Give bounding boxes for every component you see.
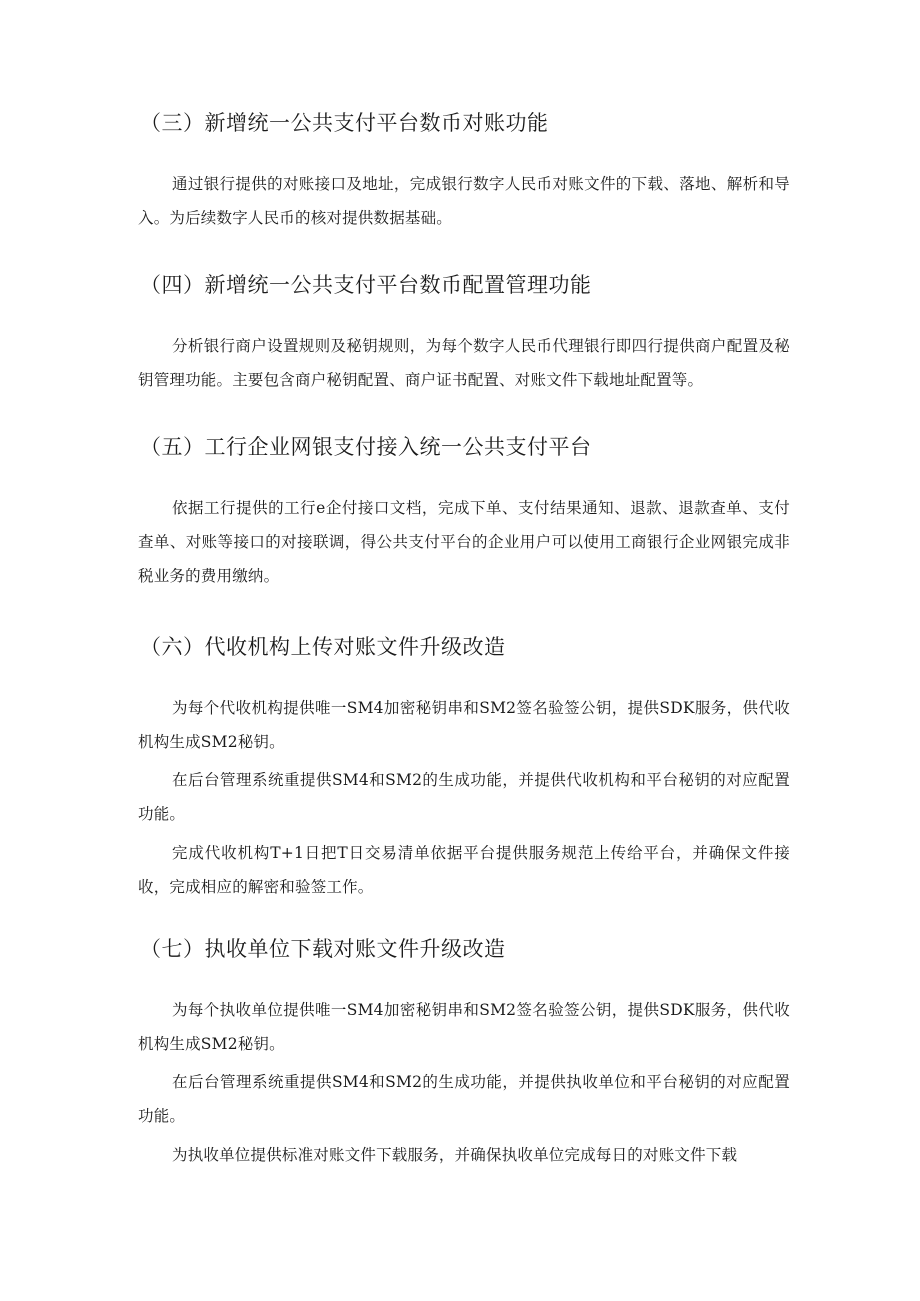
section-heading-3: （三）新增统一公共支付平台数币对账功能 bbox=[140, 111, 549, 135]
paragraph: 通过银行提供的对账接口及地址，完成银行数字人民币对账文件的下载、落地、解析和导入。为后续数字人民币的核对提供数据基础。 bbox=[138, 175, 790, 227]
section-heading-4: （四）新增统一公共支付平台数币配置管理功能 bbox=[140, 273, 592, 297]
paragraph: 为每个执收单位提供唯一SM4加密秘钥串和SM2签名验签公钥，提供SDK服务，供代收机构生成SM2秘钥。 bbox=[138, 1001, 790, 1053]
paragraph: 完成代收机构T+1日把T日交易清单依据平台提供服务规范上传给平台，并确保文件接收，完成相应的解密和验签工作。 bbox=[138, 844, 790, 896]
paragraph: 为执收单位提供标准对账文件下载服务，并确保执收单位完成每日的对账文件下载 bbox=[172, 1146, 738, 1164]
paragraph: 分析银行商户设置规则及秘钥规则，为每个数字人民币代理银行即四行提供商户配置及秘钥管理功能。主要包含商户秘钥配置、商户证书配置、对账文件下载地址配置等。 bbox=[138, 337, 790, 389]
section-heading-6: （六）代收机构上传对账文件升级改造 bbox=[140, 635, 506, 659]
section-heading-5: （五）工行企业网银支付接入统一公共支付平台 bbox=[140, 435, 592, 459]
paragraph: 在后台管理系统重提供SM4和SM2的生成功能，并提供代收机构和平台秘钥的对应配置功能。 bbox=[138, 771, 790, 823]
paragraph: 为每个代收机构提供唯一SM4加密秘钥串和SM2签名验签公钥，提供SDK服务，供代收机构生成SM2秘钥。 bbox=[138, 699, 790, 751]
paragraph: 依据工行提供的工行e企付接口文档，完成下单、支付结果通知、退款、退款查单、支付查单、对账等接口的对接联调，得公共支付平台的企业用户可以使用工商银行企业网银完成非税业务的费用缴纳。 bbox=[138, 499, 790, 585]
paragraph: 在后台管理系统重提供SM4和SM2的生成功能，并提供执收单位和平台秘钥的对应配置功能。 bbox=[138, 1073, 790, 1125]
section-heading-7: （七）执收单位下载对账文件升级改造 bbox=[140, 937, 506, 961]
